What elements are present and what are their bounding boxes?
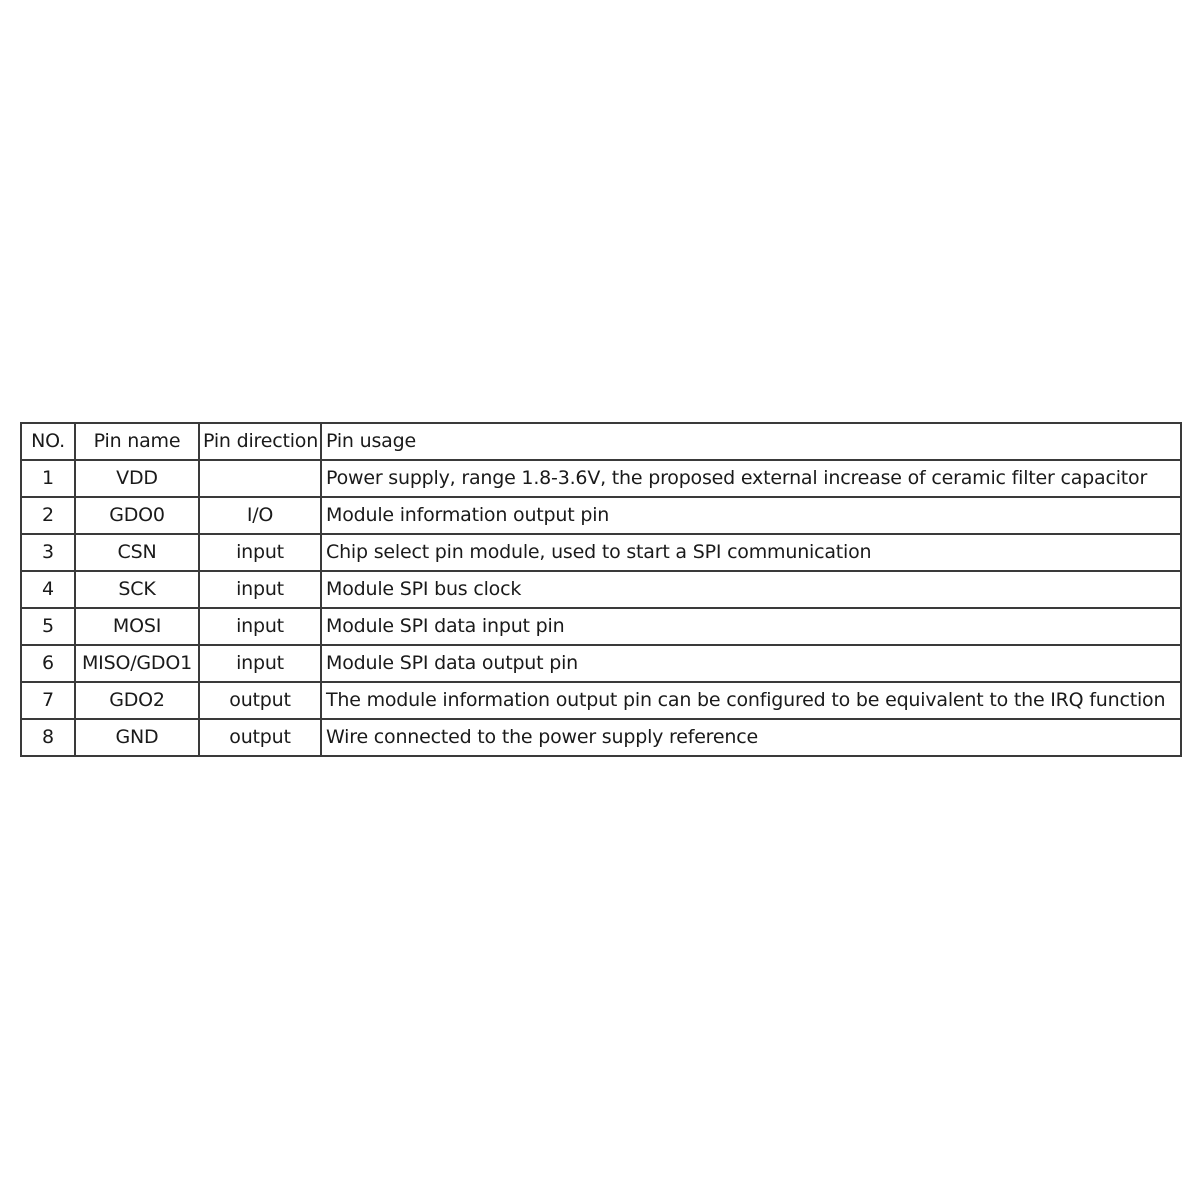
cell-pin-direction: input	[199, 534, 321, 571]
cell-pin-usage: The module information output pin can be configured to be equivalent to the IRQ function	[321, 682, 1181, 719]
cell-pin-usage: Wire connected to the power supply reference	[321, 719, 1181, 756]
cell-pin-direction: input	[199, 571, 321, 608]
cell-no: 8	[21, 719, 75, 756]
cell-no: 4	[21, 571, 75, 608]
header-no: NO.	[21, 423, 75, 460]
header-pin-direction: Pin direction	[199, 423, 321, 460]
cell-pin-direction: input	[199, 608, 321, 645]
cell-pin-name: SCK	[75, 571, 199, 608]
header-pin-usage: Pin usage	[321, 423, 1181, 460]
cell-pin-direction	[199, 460, 321, 497]
cell-no: 7	[21, 682, 75, 719]
cell-pin-usage: Power supply, range 1.8-3.6V, the proposed external increase of ceramic filter capacitor	[321, 460, 1181, 497]
cell-pin-name: GND	[75, 719, 199, 756]
header-pin-name: Pin name	[75, 423, 199, 460]
cell-no: 3	[21, 534, 75, 571]
table-row	[21, 608, 1181, 645]
cell-pin-name: GDO2	[75, 682, 199, 719]
cell-pin-name: MOSI	[75, 608, 199, 645]
cell-no: 5	[21, 608, 75, 645]
cell-pin-usage: Module SPI data input pin	[321, 608, 1181, 645]
cell-pin-name: GDO0	[75, 497, 199, 534]
pin-definition-table	[20, 422, 1182, 757]
cell-pin-name: CSN	[75, 534, 199, 571]
cell-no: 1	[21, 460, 75, 497]
cell-pin-usage: Chip select pin module, used to start a SPI communication	[321, 534, 1181, 571]
table-row	[21, 534, 1181, 571]
cell-pin-direction: output	[199, 719, 321, 756]
cell-pin-direction: output	[199, 682, 321, 719]
table-row	[21, 460, 1181, 497]
table-row	[21, 682, 1181, 719]
header-row	[21, 423, 1181, 460]
cell-no: 2	[21, 497, 75, 534]
table-row	[21, 719, 1181, 756]
table-row	[21, 645, 1181, 682]
cell-no: 6	[21, 645, 75, 682]
cell-pin-name: VDD	[75, 460, 199, 497]
cell-pin-direction: input	[199, 645, 321, 682]
table-row	[21, 571, 1181, 608]
table-body	[21, 460, 1181, 756]
cell-pin-usage: Module SPI data output pin	[321, 645, 1181, 682]
cell-pin-name: MISO/GDO1	[75, 645, 199, 682]
table-header	[21, 423, 1181, 460]
cell-pin-usage: Module information output pin	[321, 497, 1181, 534]
cell-pin-direction: I/O	[199, 497, 321, 534]
table-row	[21, 497, 1181, 534]
cell-pin-usage: Module SPI bus clock	[321, 571, 1181, 608]
